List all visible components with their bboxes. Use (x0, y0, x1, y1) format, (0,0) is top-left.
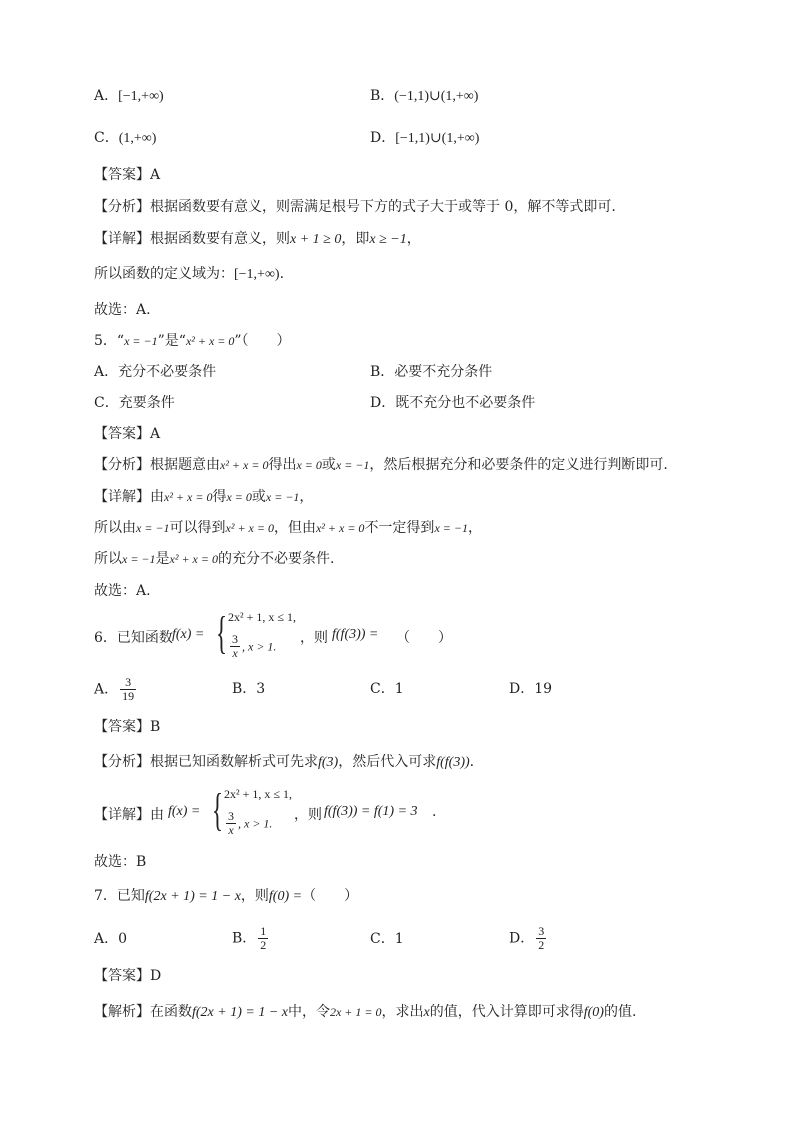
math: [−1,+∞) (118, 89, 164, 104)
math: f(x) = (168, 804, 201, 819)
denominator: x (228, 823, 234, 837)
text: ，求出 (381, 1004, 424, 1020)
text: 在函数 (150, 1004, 192, 1020)
math: [−1,+∞) (234, 267, 280, 282)
text: ，然后代入可求 (338, 754, 437, 770)
math: 2x + 1 = 0 (329, 1005, 382, 1019)
text: 5．“ (94, 333, 125, 349)
q5-detail (94, 487, 313, 507)
math: x = −1 (335, 458, 370, 472)
math: (−1,1)∪(1,+∞) (394, 89, 479, 104)
q7-option-d[interactable] (509, 925, 548, 952)
q7-stem (94, 886, 358, 907)
denominator: x (232, 646, 238, 660)
q5-stem (94, 331, 291, 351)
text: 得出 (268, 457, 297, 473)
q5-option-b[interactable]: B．必要不充分条件 (370, 364, 493, 380)
math: x ≥ −1 (369, 232, 407, 247)
text: 的值，代入计算即可求得 (429, 1004, 584, 1020)
piece-2 (228, 633, 276, 660)
analysis-tag: 【分析】 (94, 457, 150, 473)
math: x (423, 1005, 430, 1020)
fraction (120, 676, 136, 703)
q4-detail (94, 229, 421, 250)
text: ，然后根据充分和必要条件的定义进行判断即可. (369, 457, 668, 473)
answer-tag: 【答案】 (94, 426, 150, 442)
text: 得 (212, 489, 227, 505)
analysis-tag: 【分析】 (94, 199, 150, 215)
q6-answer (94, 717, 160, 737)
option-label: C． (94, 130, 119, 146)
q6-stem (94, 608, 514, 666)
math: x = −1 (265, 490, 300, 504)
text: 中，令 (287, 1004, 330, 1020)
detail-tag: 【详解】 (94, 231, 150, 247)
math: x = 0 (226, 490, 252, 504)
text: 根据题意由 (150, 457, 220, 473)
math: , x > 1. (238, 816, 273, 831)
denominator: 19 (122, 689, 135, 703)
fraction (258, 925, 268, 952)
piece-1: 2x² + 1, x ≤ 1, (228, 610, 296, 624)
analysis-text: 根据函数要有意义，则需满足根号下方的式子大于或等于 0，解不等式即可. (150, 199, 616, 215)
math: f(f(3)) (436, 755, 470, 770)
text: 不一定得到 (364, 520, 435, 536)
q6-choose: 故选：B (94, 854, 147, 870)
q7-answer (94, 966, 161, 986)
denominator: 2 (260, 938, 267, 952)
option-label: B． (370, 88, 395, 104)
math: f(3) (318, 755, 339, 770)
fraction (230, 633, 240, 660)
math: f(0) (583, 1005, 604, 1020)
math: x² + x = 0 (225, 521, 274, 535)
fraction (226, 810, 236, 837)
numerator: 3 (228, 809, 234, 823)
numerator: 3 (120, 676, 136, 690)
q6-detail (94, 785, 514, 843)
denominator: 2 (538, 938, 545, 952)
analysis-tag: 【分析】 (94, 754, 150, 770)
text: ， (406, 231, 421, 247)
math: x² + x = 0 (315, 521, 365, 535)
q5-choose: 故选：A. (94, 583, 151, 599)
brace: { (212, 784, 224, 835)
q6-option-d[interactable]: D．19 (509, 681, 553, 697)
math: x = −1 (122, 552, 156, 566)
text: . (469, 754, 475, 770)
text: ， (299, 489, 314, 505)
math: x² + x = 0 (220, 458, 269, 472)
math: x = −1 (124, 334, 158, 348)
text: ”是“ (157, 333, 186, 349)
math: x = −1 (434, 521, 468, 535)
math: x = −1 (136, 521, 170, 535)
answer-tag: 【答案】 (94, 167, 150, 183)
text: ，但由 (273, 520, 316, 536)
q4-analysis (94, 197, 616, 217)
q5-option-a[interactable]: A．充分不必要条件 (94, 364, 217, 380)
text: 是 (155, 551, 170, 567)
text: 根据函数要有意义，则 (150, 231, 290, 247)
math: x² + x = 0 (169, 552, 218, 566)
text: （ ） (396, 630, 452, 646)
q4-option-d[interactable] (370, 128, 479, 149)
option-label: A． (94, 681, 119, 698)
q4-domain (94, 264, 284, 285)
fraction (536, 925, 546, 952)
answer-value: A (150, 426, 161, 442)
text: 或 (251, 489, 266, 505)
q4-answer (94, 165, 160, 185)
text: . (279, 266, 285, 282)
math: f(f(3)) = f(1) = 3 (324, 804, 418, 819)
detail-tag: 【详解】 (94, 489, 150, 505)
numerator: 3 (538, 924, 545, 938)
q7-analysis (94, 1002, 636, 1023)
q4-option-a[interactable] (94, 86, 164, 107)
q7-option-a[interactable]: A．0 (94, 931, 128, 947)
math: [−1,1)∪(1,+∞) (395, 131, 480, 146)
text: 所以函数的定义域为： (94, 266, 234, 282)
math: (1,+∞) (118, 131, 157, 146)
text: 或 (321, 457, 336, 473)
option-label: D． (370, 130, 396, 146)
q7-option-b[interactable] (232, 925, 270, 952)
q5-analysis (94, 455, 668, 475)
answer-tag: 【答案】 (94, 968, 150, 984)
q6-option-a[interactable] (94, 676, 138, 703)
math: f(2x + 1) = 1 − x (144, 889, 241, 904)
text: ，则 (294, 807, 322, 823)
piece-2 (224, 810, 272, 837)
answer-tag: 【答案】 (94, 719, 150, 735)
text: ”（ ） (234, 333, 291, 349)
piece-1: 2x² + 1, x ≤ 1, (224, 787, 292, 801)
q4-option-b[interactable] (370, 86, 478, 107)
math: , x > 1. (242, 639, 277, 654)
text: 7．已知 (94, 888, 145, 904)
answer-value: A (150, 167, 161, 183)
q5-option-d[interactable]: D．既不充分也不必要条件 (370, 395, 536, 411)
math: f(f(3)) = (332, 627, 379, 642)
q5-detail-line3 (94, 549, 334, 569)
q4-option-c[interactable] (94, 128, 156, 149)
q5-answer (94, 424, 160, 444)
numerator: 1 (260, 924, 267, 938)
text: 的值. (603, 1004, 637, 1020)
option-label: B． (232, 930, 257, 947)
q6-option-b[interactable]: B．3 (232, 681, 266, 697)
text: 6．已知函数 (94, 630, 173, 646)
math: x = 0 (296, 458, 322, 472)
text: 由 (150, 489, 164, 505)
text: 的充分不必要条件. (217, 551, 335, 567)
detail-tag: 【详解】 (94, 807, 150, 823)
text: 可以得到 (169, 520, 226, 536)
q4-choose: 故选：A. (94, 302, 151, 318)
brace: { (216, 607, 228, 658)
math: x² + x = 0 (164, 490, 213, 504)
analysis-tag: 【解析】 (94, 1004, 150, 1020)
q6-option-c[interactable]: C．1 (370, 681, 404, 697)
q7-option-c[interactable]: C．1 (370, 931, 404, 947)
text: （ ） (302, 888, 359, 904)
text: ， (467, 520, 482, 536)
option-label: A． (94, 88, 119, 104)
text: 根据已知函数解析式可先求 (150, 754, 318, 770)
text: ，则 (240, 888, 269, 904)
text: 所以 (94, 551, 122, 567)
math: f(0) = (268, 889, 303, 904)
math: f(x) = (172, 627, 205, 642)
text: ，即 (341, 231, 370, 247)
numerator: 3 (232, 632, 238, 646)
answer-value: D (150, 968, 162, 984)
answer-value: B (150, 719, 161, 735)
q5-option-c[interactable]: C．充要条件 (94, 395, 175, 411)
math: x² + x = 0 (185, 334, 235, 348)
text: 由 (150, 807, 164, 823)
text: ，则 (300, 630, 328, 646)
text: 所以由 (94, 520, 136, 536)
q6-analysis (94, 752, 474, 773)
q5-detail-line2 (94, 518, 482, 538)
math: x + 1 ≥ 0 (290, 232, 342, 247)
text: . (432, 804, 437, 820)
option-label: D． (509, 930, 535, 947)
math: f(2x + 1) = 1 − x (192, 1005, 288, 1020)
